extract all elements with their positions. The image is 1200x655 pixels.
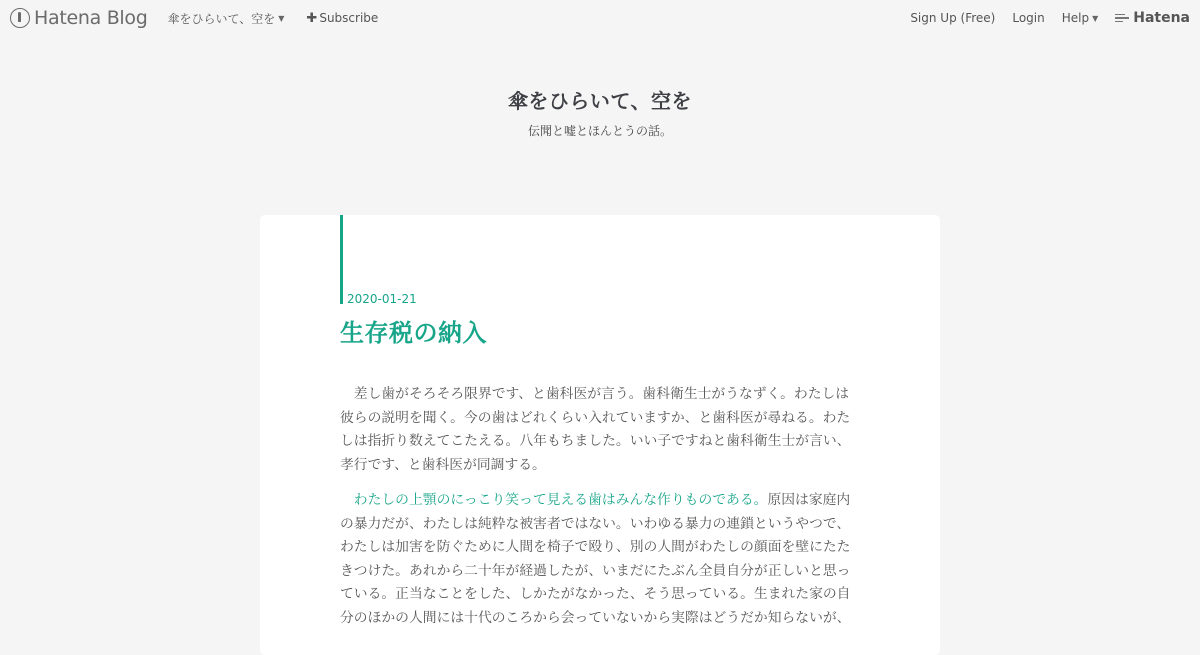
caret-down-icon: ▼ bbox=[278, 13, 285, 23]
hatena-blog-logo-text: Hatena Blog bbox=[34, 7, 148, 29]
hatena-blog-logo-icon bbox=[10, 8, 30, 28]
blog-title[interactable]: 傘をひらいて、空を bbox=[507, 89, 693, 113]
login-link[interactable] bbox=[1012, 11, 1044, 25]
entry-paragraph: 差し歯がそろそろ限界です、と歯科医が言う。歯科衛生士がうなずく。わたしは彼らの説明を聞く。今の歯はどれくらい入れていますか、と歯科医が尋ねる。わたしは指折り数えてこたえる。八年もちました。いい子ですねと歯科衛生士が言い、孝行です、と歯科医が同調する。 bbox=[340, 386, 851, 473]
global-header bbox=[0, 0, 1200, 36]
entry-title[interactable]: 生存税の納入 bbox=[340, 319, 487, 347]
help-label: Help bbox=[1061, 11, 1090, 25]
global-header-left bbox=[10, 7, 400, 29]
blog-header bbox=[0, 85, 1200, 139]
plus-icon: ✚ bbox=[306, 10, 318, 26]
signup-label: Sign Up (Free) bbox=[910, 11, 996, 25]
paragraph-text: 原因は家庭内の暴力だが、わたしは純粋な被害者ではない。いわゆる暴力の連鎖というやつで、わたしは加害を防ぐために人間を椅子で殴り、別の人間がわたしの顔面を壁にたたきつけた。あれから二十年が経過したが、いまだにたぶん全員自分が正しいと思っている。正当なことをした、しかたがなかった、そう思っている。生まれた家の自分のほかの人間には十代のころから会っていないから実際はどうだか知らないが、 bbox=[340, 492, 851, 626]
subscribe-label: Subscribe bbox=[319, 11, 379, 25]
hatena-blog-logo[interactable] bbox=[10, 7, 148, 29]
blog-menu-label: 傘をひらいて、空を bbox=[167, 11, 276, 26]
subscribe-button[interactable] bbox=[306, 11, 378, 26]
entry-date[interactable]: 2020-01-21 bbox=[347, 292, 417, 306]
caret-down-icon: ▼ bbox=[1092, 13, 1099, 23]
help-dropdown[interactable] bbox=[1062, 11, 1099, 25]
date-accent-bar bbox=[340, 215, 343, 304]
blog-description: 伝聞と嘘とほんとうの話。 bbox=[527, 124, 672, 138]
hatena-logo[interactable] bbox=[1115, 10, 1190, 26]
entry-card bbox=[260, 215, 940, 655]
blog-menu-dropdown[interactable] bbox=[168, 10, 285, 27]
hatena-logo-text: Hatena bbox=[1133, 10, 1190, 26]
login-label: Login bbox=[1012, 11, 1045, 25]
global-header-right bbox=[910, 10, 1190, 26]
highlighted-text: わたしの上顎のにっこり笑って見える歯はみんな作りものである。 bbox=[353, 492, 768, 508]
entry-body bbox=[340, 383, 860, 642]
signup-link[interactable] bbox=[910, 11, 995, 25]
hatena-lines-icon bbox=[1115, 13, 1129, 24]
entry-paragraph bbox=[340, 489, 860, 630]
